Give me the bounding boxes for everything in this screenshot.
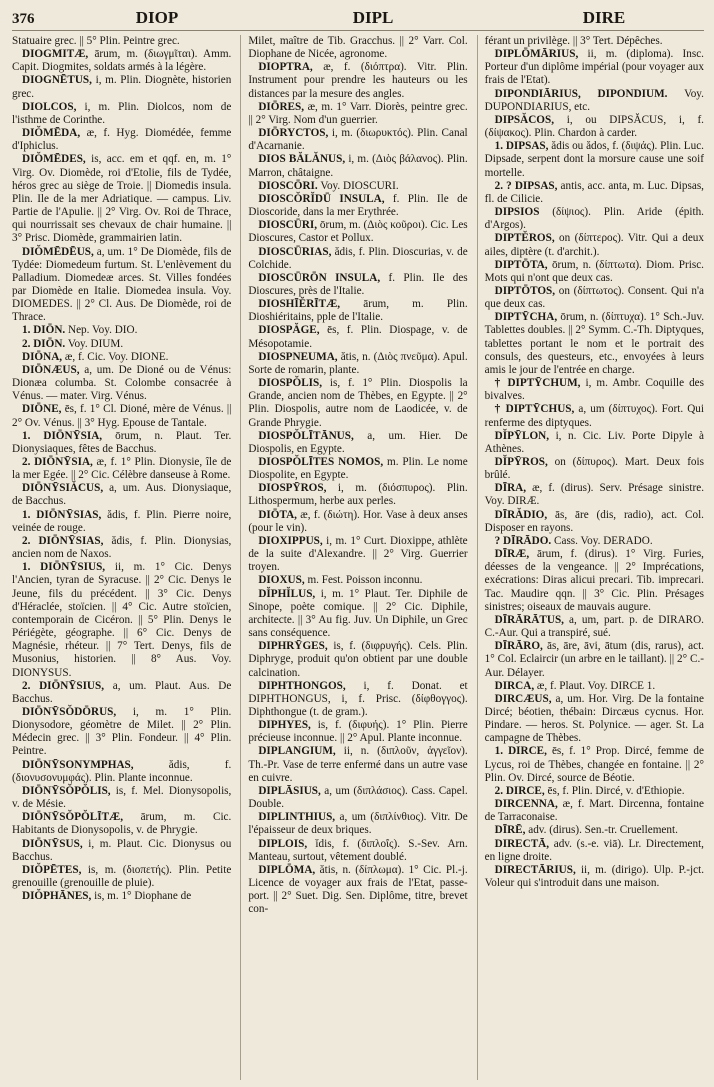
entry-headword: DIPLŌMA, (258, 863, 316, 876)
entry-headword: DIOXUS, (258, 574, 305, 587)
dictionary-entry (485, 180, 704, 206)
entry-headword: † DIPTȲCHUM, (494, 377, 581, 390)
dictionary-entry (248, 430, 467, 456)
dictionary-entry (248, 246, 467, 272)
dictionary-entry (485, 785, 704, 798)
entry-definition: ōrum, n. (δίπτυχα). 1° Sch.-Juv. Tablettes doubles. || 2° Symm. C.-Th. Diptyques, tablettes portant le nom et le portrait des consuls, des questeurs, etc., envoyées à leurs amis le jour de l'entrée en charge. (484, 311, 704, 376)
column-middle (240, 35, 467, 1080)
entry-headword: DIOSHĪĔRĪTÆ, (258, 298, 341, 311)
dictionary-entry (485, 640, 704, 679)
entry-definition: æ, m. 1° Varr. Diorès, peintre grec. || 2° Virg. Nom d'un guerrier. (248, 100, 468, 126)
dictionary-entry (12, 351, 231, 364)
entry-headword: DIPTȲCHA, (494, 311, 558, 324)
entry-headword: 2. DIŌNȲSIA, (22, 456, 93, 468)
entry-headword: DIOSPĂGE, (258, 324, 320, 337)
dictionary-entry (485, 680, 704, 693)
entry-definition: on (δίπτερος). Vitr. Qui a deux ailes, diptère (t. d'archit.). (484, 232, 704, 258)
dictionary-entry (248, 324, 467, 350)
entry-definition: i, m. Plaut. Cic. Dionysus ou Bacchus. (12, 837, 232, 863)
entry-definition: m. Plin. Le nome Diospolite, en Egypte. (248, 456, 468, 482)
entry-definition: m. Fest. Poisson inconnu. (307, 574, 423, 587)
dictionary-entry (485, 535, 704, 548)
text-columns (12, 35, 704, 1080)
entry-definition: a, um. 1° De Diomède, fils de Tydée: Diomedeum furtum. St. L'enlèvement du Palladium. Diomedeæ arces. St. Villes fondées par Diomède en Italie. Diomedea insula. Voy. DIOMEDES. || 2° Cl. Aus. De Diomède, roi de Thrace. (12, 245, 232, 324)
entry-headword: DIPHRȲGES, (258, 640, 328, 653)
dictionary-entry (12, 680, 231, 706)
dictionary-entry (485, 430, 704, 456)
dictionary-entry (485, 140, 704, 179)
entry-definition: æ, f. Plaut. Voy. DIRCE 1. (536, 679, 656, 692)
dictionary-entry (12, 101, 231, 127)
entry-definition: æ, f. Mart. Dircenna, fontaine de Tarraconaise. (484, 798, 704, 824)
dictionary-entry (485, 745, 704, 784)
entry-definition: i, m. 1° Plaut. Ter. Diphile de Sinope, poète comique. || 2° Cic. Diphile, architecte. || 3° Au fig. Juv. Un Diphile, un Grec sans conséquence. (248, 587, 468, 640)
entry-headword: DIOGNĒTUS, (22, 74, 92, 87)
dictionary-entry (485, 311, 704, 377)
dictionary-entry (12, 838, 231, 864)
column-left (12, 35, 231, 1080)
dictionary-entry (485, 285, 704, 311)
entry-definition: æ, f. (dirus). Serv. Présage sinistre. Voy. DIRÆ. (484, 482, 704, 508)
dictionary-entry (248, 35, 467, 61)
entry-headword: 1. DIRCE, (494, 745, 547, 758)
dictionary-entry (12, 403, 231, 429)
entry-headword: DIŌNȲSIĂCUS, (22, 482, 104, 495)
entry-headword: DIPTĔROS, (494, 232, 555, 245)
entry-headword: DIPTŌTOS, (494, 284, 556, 297)
entry-headword: DIPLĀSIUS, (258, 784, 321, 797)
dictionary-entry (12, 324, 231, 337)
entry-headword: DIPONDIĀRIUS, DIPONDIUM. (494, 87, 668, 100)
entry-definition: a, um. Plaut. Aus. De Bacchus. (12, 679, 232, 705)
dictionary-entry (485, 377, 704, 403)
entry-headword: DIPSĂCOS, (494, 113, 555, 126)
entry-definition: a, um, part. p. de DIRARO. C.-Aur. Qui a transpiré, sué. (484, 613, 704, 640)
dictionary-entry (485, 403, 704, 429)
entry-definition: ārum, m. Cic. Habitants de Dionysopolis, v. de Phrygie. (12, 811, 232, 837)
entry-headword: DIPLINTHIUS, (258, 811, 336, 824)
entry-definition: is, f. 1° Plin. Diospolis la Grande, ancien nom de Thèbes, en Egypte. || 2° Plin. Diospolis, autre nom de Laodicée, v. de Grande Phrygie. (248, 377, 468, 429)
entry-definition: ii, m. 1° Cic. Denys l'Ancien, tyran de Syracuse. || 2° Cic. Denys le Jeune, fils du précédent. || 3° Cic. Denys d'Héraclée, stoïcien. || 4° Cic. Autre stoïcien, contemporain de Cicéron. || 5° Plin. Denys le Périégète, géographe. || 6° Cic. Denys de Magnésie, rhéteur. || 7° Tert. Denys, fils de Musonius, historien. || 8° Aus. Voy. DIONYSUS. (12, 561, 232, 679)
entry-definition: f. Plin. Ile de Dioscoride, dans la mer Erythrée. (248, 192, 468, 219)
dictionary-entry (12, 338, 231, 351)
dictionary-entry (12, 785, 231, 811)
entry-headword: DĪRA, (494, 482, 527, 495)
entry-definition: is, f. Mel. Dionysopolis, v. de Mésie. (12, 784, 232, 811)
entry-definition: ēs, f. 1° Prop. Dircé, femme de Lycus, roi de Thèbes, changée en fontaine. || 2° Plin. Ov. Dircé, source de Béotie. (484, 745, 704, 784)
entry-headword: 2. DIŌNȲSIUS, (22, 679, 105, 692)
entry-headword: 1. DIŌNȲSIA, (22, 429, 103, 442)
entry-definition: æ, f. (διόπτρα). Vitr. Plin. Instrument pour prendre les hauteurs ou les distances par la mesure des angles. (248, 61, 468, 100)
entry-headword: DIOSCŌRI. (258, 179, 318, 192)
entry-headword: DIŌNÆUS, (22, 363, 80, 376)
entry-headword: 1. DIŌNȲSIAS, (22, 508, 102, 521)
entry-headword: DIPHTHONGOS, (258, 679, 346, 692)
dictionary-entry (248, 272, 467, 298)
entry-definition: Nep. Voy. DIO. (68, 324, 138, 337)
dictionary-entry (485, 824, 704, 837)
dictionary-entry (248, 482, 467, 508)
dictionary-entry (248, 101, 467, 127)
entry-definition: i, m. (διόσπυρος). Plin. Lithospermum, herbe aux perles. (248, 482, 468, 508)
entry-definition: ārum, f. (dirus). 1° Virg. Furies, déesses de la vengeance. || 2° Imprécations, exécrations: Diras alicui precari. Tib. imprecari. Tac. Maudire qqn. || 3° Cic. Plin. Présages sinistres; oiseaux de mauvais augure. (484, 548, 704, 613)
dictionary-entry (248, 864, 467, 917)
entry-headword: DIŌRES, (258, 100, 305, 113)
entry-definition: Voy. DUPONDIARIUS, etc. (484, 87, 704, 113)
dictionary-entry (248, 193, 467, 219)
entry-headword: DIŎPHĀNES, (22, 890, 92, 903)
dictionary-entry (248, 680, 467, 719)
entry-headword: DIŌNA, (22, 350, 63, 363)
dictionary-entry (248, 509, 467, 535)
entry-definition: ătis, n. (Διὸς πνεῦμα). Apul. Sorte de romarin, plante. (248, 350, 468, 376)
page-number: 376 (12, 11, 35, 27)
entry-definition: i, n. Cic. Liv. Porte Dipyle à Athènes. (484, 429, 704, 455)
entry-headword: DIŌTA, (258, 508, 297, 521)
dictionary-entry (12, 35, 231, 48)
entry-headword: DIOSPŎLĪTES NOMOS, (258, 456, 384, 468)
entry-headword: DĪRÆ, (494, 548, 530, 561)
entry-definition: a, um (διπλάσιος). Cass. Capel. Double. (248, 784, 468, 811)
dictionary-entry (485, 48, 704, 87)
entry-definition: is, acc. em et qqf. en, m. 1° Virg. Ov. Diomède, roi d'Etolie, fils de Tydée, héros grec au siège de Troie. || Diomedis insula. Plin. Ile de la mer Adriatique. — campus. Liv. Partie de l'Apulie. || 2° Virg. Ov. Roi de Thrace, qui nourrissait ses chevaux de chair humaine. || 3° Prisc. Diomède, grammairien latin. (12, 153, 232, 245)
entry-headword: DĪRĀRĀTUS, (494, 613, 564, 626)
entry-definition: Cass. Voy. DERADO. (554, 534, 653, 547)
entry-definition: i, m. 1° Curt. Dioxippe, athlète de la suite d'Alexandre. || 2° Virg. Guerrier troyen. (248, 534, 468, 574)
dictionary-entry (248, 298, 467, 324)
entry-definition: ārum, m. Plin. Dioshiéritains, pple de l'Italie. (248, 298, 468, 324)
dictionary-entry (248, 785, 467, 811)
dictionary-entry (485, 35, 704, 48)
entry-headword: 2. ? DIPSAS, (494, 179, 558, 192)
entry-definition: ās, āre, āvi, ātum (dis, rarus), act. 1° Col. Eclaircir (un arbre en le taillant). || 2° C.-Aur. Délayer. (484, 640, 704, 679)
entry-definition: is, m. 1° Diophane de (94, 890, 192, 903)
entry-definition: ădis, f. Plin. Pierre noire, veinée de rouge. (12, 508, 232, 534)
entry-headword: DIOSCŪRIAS, (258, 245, 332, 258)
dictionary-entry (485, 864, 704, 890)
entry-headword: DIOLCOS, (22, 100, 77, 113)
dictionary-entry (248, 838, 467, 864)
entry-definition: i, m. (Διὸς βάλανος). Plin. Marron, châtaigne. (248, 153, 468, 179)
entry-headword: DĬPȲROS, (494, 456, 548, 468)
entry-definition: æ, f. Hyg. Diomédée, femme d'Iphiclus. (12, 127, 232, 153)
entry-headword: DIŎPĒTES, (22, 863, 82, 876)
dictionary-entry (485, 88, 704, 114)
dictionary-entry (248, 61, 467, 100)
entry-headword: DIOSPȲROS, (258, 482, 327, 495)
entry-definition: ēs, f. Plin. Dircé, v. d'Ethiopie. (547, 784, 685, 797)
entry-headword: 2. DIŌN. (22, 337, 66, 350)
running-head-center: DIPL (352, 8, 394, 27)
entry-definition: Voy. DIOSCURI. (320, 179, 399, 192)
entry-headword: DIOS BĂLĂNUS, (258, 153, 346, 166)
entry-definition: is, f. (διφυής). 1° Plin. Pierre précieuse inconnue. || 2° Apul. Plante inconnue. (248, 719, 468, 745)
entry-headword: 2. DIŌNȲSIAS, (22, 534, 104, 547)
dictionary-entry (485, 693, 704, 746)
entry-headword: DIŎMĒDA, (22, 127, 81, 140)
dictionary-entry (248, 153, 467, 179)
entry-headword: ? DĪRĀDO. (494, 534, 552, 547)
entry-headword: DIPTŌTA, (494, 258, 548, 271)
entry-definition: ēs, f. Plin. Diospage, v. de Mésopotamie. (248, 324, 468, 350)
dictionary-entry (12, 364, 231, 403)
entry-headword: DIRECTĀRIUS, (494, 863, 576, 876)
entry-definition: ii, m. (diploma). Insc. Porteur d'un diplôme impérial (pour voyager aux frais de l'Etat). (484, 48, 704, 87)
entry-headword: DIOGMITÆ, (22, 48, 89, 61)
entry-headword: DIŌNȲSUS, (22, 837, 83, 850)
entry-headword: DIRCA, (494, 679, 535, 692)
dictionary-entry (12, 864, 231, 890)
entry-definition: is, f. (διφρυγής). Cels. Plin. Diphryge, produit qu'on obtient par une double calcination. (248, 640, 468, 679)
dictionary-entry (12, 153, 231, 245)
dictionary-entry (248, 588, 467, 641)
entry-definition: æ, f. 1° Plin. Dionysie, île de la mer Egée. || 2° Cic. Célèbre danseuse à Rome. (12, 456, 232, 482)
dictionary-entry (248, 377, 467, 430)
dictionary-entry (485, 232, 704, 258)
entry-definition: a, um. Hier. De Diospolis, en Egypte. (248, 429, 468, 455)
entry-headword: DĪRĀRO, (494, 640, 543, 653)
entry-definition: ōrum, m. (Διὸς κοῦροι). Cic. Les Dioscures, Castor et Pollux. (248, 219, 468, 245)
entry-headword: 2. DIRCE, (494, 784, 545, 797)
entry-headword: DIŎMĒDES, (22, 153, 86, 166)
entry-definition: a, um (δίπτυχος). Fort. Qui renferme des diptyques. (484, 403, 704, 429)
page-header (12, 8, 704, 31)
dictionary-entry (248, 219, 467, 245)
dictionary-entry (12, 430, 231, 456)
entry-headword: DIOXIPPUS, (258, 534, 323, 547)
entry-definition: a, um. De Dioné ou de Vénus: Dionæa columba. St. Colombe consacrée à Vénus. — mater. Virg. Vénus. (12, 363, 232, 403)
dictionary-entry (485, 114, 704, 140)
entry-definition: is, m. (διοπετής). Plin. Petite grenouille (grenouille de pluie). (12, 863, 232, 889)
dictionary-entry (485, 798, 704, 824)
dictionary-entry (12, 127, 231, 153)
dictionary-entry (485, 456, 704, 482)
entry-headword: DIOSCŪRI, (258, 219, 318, 232)
entry-definition: on (δίπυρος). Mart. Deux fois brûlé. (484, 456, 704, 482)
dictionary-entry (248, 574, 467, 587)
entry-definition: ii, n. (διπλοῦν, ἀγγεῖον). Th.-Pr. Vase de terre enfermé dans un autre vase en cuivre. (248, 745, 468, 784)
entry-definition: i, m. (διωρυκτός). Plin. Canal d'Acarnanie. (248, 127, 468, 153)
dictionary-entry (12, 456, 231, 482)
entry-headword: DIŎMĒDĒUS, (22, 245, 94, 258)
dictionary-entry (485, 548, 704, 614)
entry-headword: DIPLANGIUM, (258, 745, 336, 758)
entry-headword: 1. DIPSAS, (494, 140, 549, 153)
dictionary-entry (12, 561, 231, 679)
dictionary-entry (12, 74, 231, 100)
entry-headword: † DIPTȲCHUS, (494, 403, 575, 416)
dictionary-entry (485, 206, 704, 232)
entry-definition: ēs, f. 1° Cl. Dioné, mère de Vénus. || 2° Ov. Vénus. || 3° Hyg. Epouse de Tantale. (12, 403, 232, 429)
dictionary-entry (12, 811, 231, 837)
dictionary-entry (248, 811, 467, 837)
dictionary-entry (485, 509, 704, 535)
entry-headword: DIPLOIS, (258, 837, 308, 850)
entry-headword: 1. DIŌNȲSIUS, (22, 561, 106, 574)
entry-definition: Statuaire grec. || 5° Plin. Peintre grec. (12, 35, 180, 47)
entry-headword: DIPLŌMĀRIUS, (494, 48, 579, 61)
entry-definition: Voy. DIUM. (67, 337, 124, 350)
entry-definition: ōrum, n. Plaut. Ter. Dionysiaques, fêtes de Bacchus. (12, 429, 232, 455)
entry-headword: DIRECTĀ, (494, 837, 550, 850)
dictionary-entry (12, 759, 231, 785)
dictionary-entry (485, 614, 704, 640)
entry-headword: DIOSPNEUMA, (258, 350, 338, 363)
dictionary-entry (12, 535, 231, 561)
dictionary-entry (248, 180, 467, 193)
entry-definition: i, ou DIPSĂCUS, i, f. (δίψακος). Plin. Chardon à carder. (484, 113, 704, 140)
dictionary-entry (248, 351, 467, 377)
entry-definition: ătis, n. (δίπλωμα). 1° Cic. Pl.-j. Licence de voyager aux frais de l'Etat, passe-port. || 2° Suet. Dig. Sen. Diplôme, titre, brevet con- (248, 863, 468, 916)
column-right (477, 35, 704, 1080)
running-head-left: DIOP (135, 8, 179, 27)
dictionary-entry (12, 509, 231, 535)
dictionary-entry (248, 535, 467, 574)
entry-definition: ădis, f. Plin. Dioscurias, v. de Colchide. (248, 245, 468, 271)
entry-headword: DIOSCŪRŌN INSULA, (258, 271, 381, 284)
entry-headword: DIŌRYCTOS, (258, 127, 329, 140)
entry-headword: DIŌNE, (22, 403, 62, 416)
entry-definition: a, um (διπλίνθιος). Vitr. De l'épaisseur de deux briques. (248, 811, 468, 837)
entry-definition: ās, āre (dis, radio), act. Col. Disposer en rayons. (484, 508, 704, 534)
running-head-right: DIRE (582, 8, 626, 27)
entry-headword: DIŌNȲSŎPŎLĪTÆ, (22, 811, 124, 824)
dictionary-entry (248, 640, 467, 679)
entry-headword: DĬPHĬLUS, (258, 587, 316, 600)
entry-headword: DIPSIOS (494, 206, 540, 219)
entry-definition: æ, f. Cic. Voy. DIONE. (64, 350, 169, 363)
entry-headword: DIRCENNA, (494, 798, 558, 811)
entry-headword: DIOPTRA, (258, 61, 313, 74)
entry-definition: i, m. Plin. Diolcos, nom de l'isthme de Corinthe. (12, 100, 232, 126)
entry-definition: f. Plin. Ile des Dioscures, près de l'Italie. (248, 271, 468, 297)
entry-definition: ĭdis, f. (διπλοΐς). S.-Sev. Arn. Manteau, surtout, vêtement doublé. (248, 837, 468, 863)
dictionary-entry (248, 719, 467, 745)
entry-headword: DIŌNȲSONYMPHAS, (22, 758, 134, 771)
dictionary-entry (248, 456, 467, 482)
entry-definition: ădis, f. Plin. Dionysias, ancien nom de Naxos. (12, 534, 232, 561)
dictionary-entry (485, 259, 704, 285)
entry-definition: adv. (dirus). Sen.-tr. Cruellement. (528, 824, 678, 837)
entry-definition: a, um. Aus. Dionysiaque, de Bacchus. (12, 482, 232, 508)
dictionary-entry (485, 482, 704, 508)
dictionary-entry (485, 838, 704, 864)
entry-definition: a, um. Hor. Virg. De la fontaine Dircé; béotien, thébain: Dircæus cycnus. Hor. Pindare. — heros. St. Polynice. — ager. St. La campagne de Thèbes. (484, 692, 704, 745)
entry-definition: i, m. 1° Plin. Dionysodore, géomètre de Milet. || 2° Plin. Médecin grec. || 3° Plin. Fondeur. || 4° Plin. Peintre. (12, 705, 232, 758)
dictionary-entry (12, 482, 231, 508)
entry-definition: on (δίπτωτος). Consent. Qui n'a que deux cas. (484, 284, 704, 311)
entry-headword: DIŌNȲSŎDŌRUS, (22, 705, 117, 718)
entry-headword: DIPHYES, (258, 719, 311, 732)
entry-definition: (δίψιος). Plin. Aride (épith. d'Argos). (484, 206, 704, 232)
entry-definition: ădis, f. (διονυσονυμφάς). Plin. Plante inconnue. (12, 758, 232, 784)
entry-headword: DĬPȲLON, (494, 429, 550, 442)
entry-definition: i, m. Ambr. Coquille des bivalves. (484, 377, 704, 403)
dictionary-entry (12, 890, 231, 903)
entry-definition: ii, m. (dirigo). Ulp. P.-jct. Voleur qui s'introduit dans une maison. (484, 863, 704, 889)
dictionary-entry (12, 48, 231, 74)
entry-definition: antis, acc. anta, m. Luc. Dipsas, fl. de Cilicie. (484, 179, 704, 205)
entry-headword: DĪRĂDIO, (494, 508, 548, 521)
entry-headword: DIRCÆUS, (494, 692, 552, 705)
entry-headword: DĪRĒ, (494, 824, 526, 837)
entry-headword: DIŌNȲSŎPŎLIS, (22, 784, 111, 797)
entry-definition: æ, f. (διώτη). Hor. Vase à deux anses (pour le vin). (248, 508, 468, 534)
entry-definition: i, m. Plin. Diognète, historien grec. (12, 74, 232, 100)
dictionary-entry (248, 127, 467, 153)
dictionary-entry (248, 745, 467, 784)
entry-headword: DIOSPŎLIS, (258, 377, 323, 390)
entry-definition: i, f. Donat. et DIPHTHONGUS, i, f. Prisc. (δίφθογγος). Diphthongue (t. de gram.). (248, 679, 468, 718)
entry-headword: 1. DIŌN. (22, 324, 66, 337)
dictionary-entry (12, 706, 231, 759)
entry-definition: Milet, maître de Tib. Gracchus. || 2° Varr. Col. Diophane de Nicée, agronome. (248, 35, 468, 61)
dictionary-entry (12, 246, 231, 325)
entry-definition: férant un privilège. || 3° Tert. Dépêches. (484, 35, 663, 47)
entry-definition: ārum, m. (διωγμῖται). Amm. Capit. Diogmites, soldats armés à la légère. (12, 48, 232, 74)
entry-headword: DIOSPŎLĪTĀNUS, (258, 429, 354, 442)
entry-definition: ōrum, n. (δίπτωτα). Diom. Prisc. Mots qui n'ont que deux cas. (484, 258, 704, 284)
entry-definition: adv. (s.-e. viā). Lr. Directement, en ligne droite. (484, 837, 704, 863)
entry-definition: ădis ou ădos, f. (διψάς). Plin. Luc. Dipsade, serpent dont la morsure cause une soif mortelle. (484, 140, 704, 179)
entry-headword: DIOSCŎRĬDŪ INSULA, (258, 192, 385, 205)
